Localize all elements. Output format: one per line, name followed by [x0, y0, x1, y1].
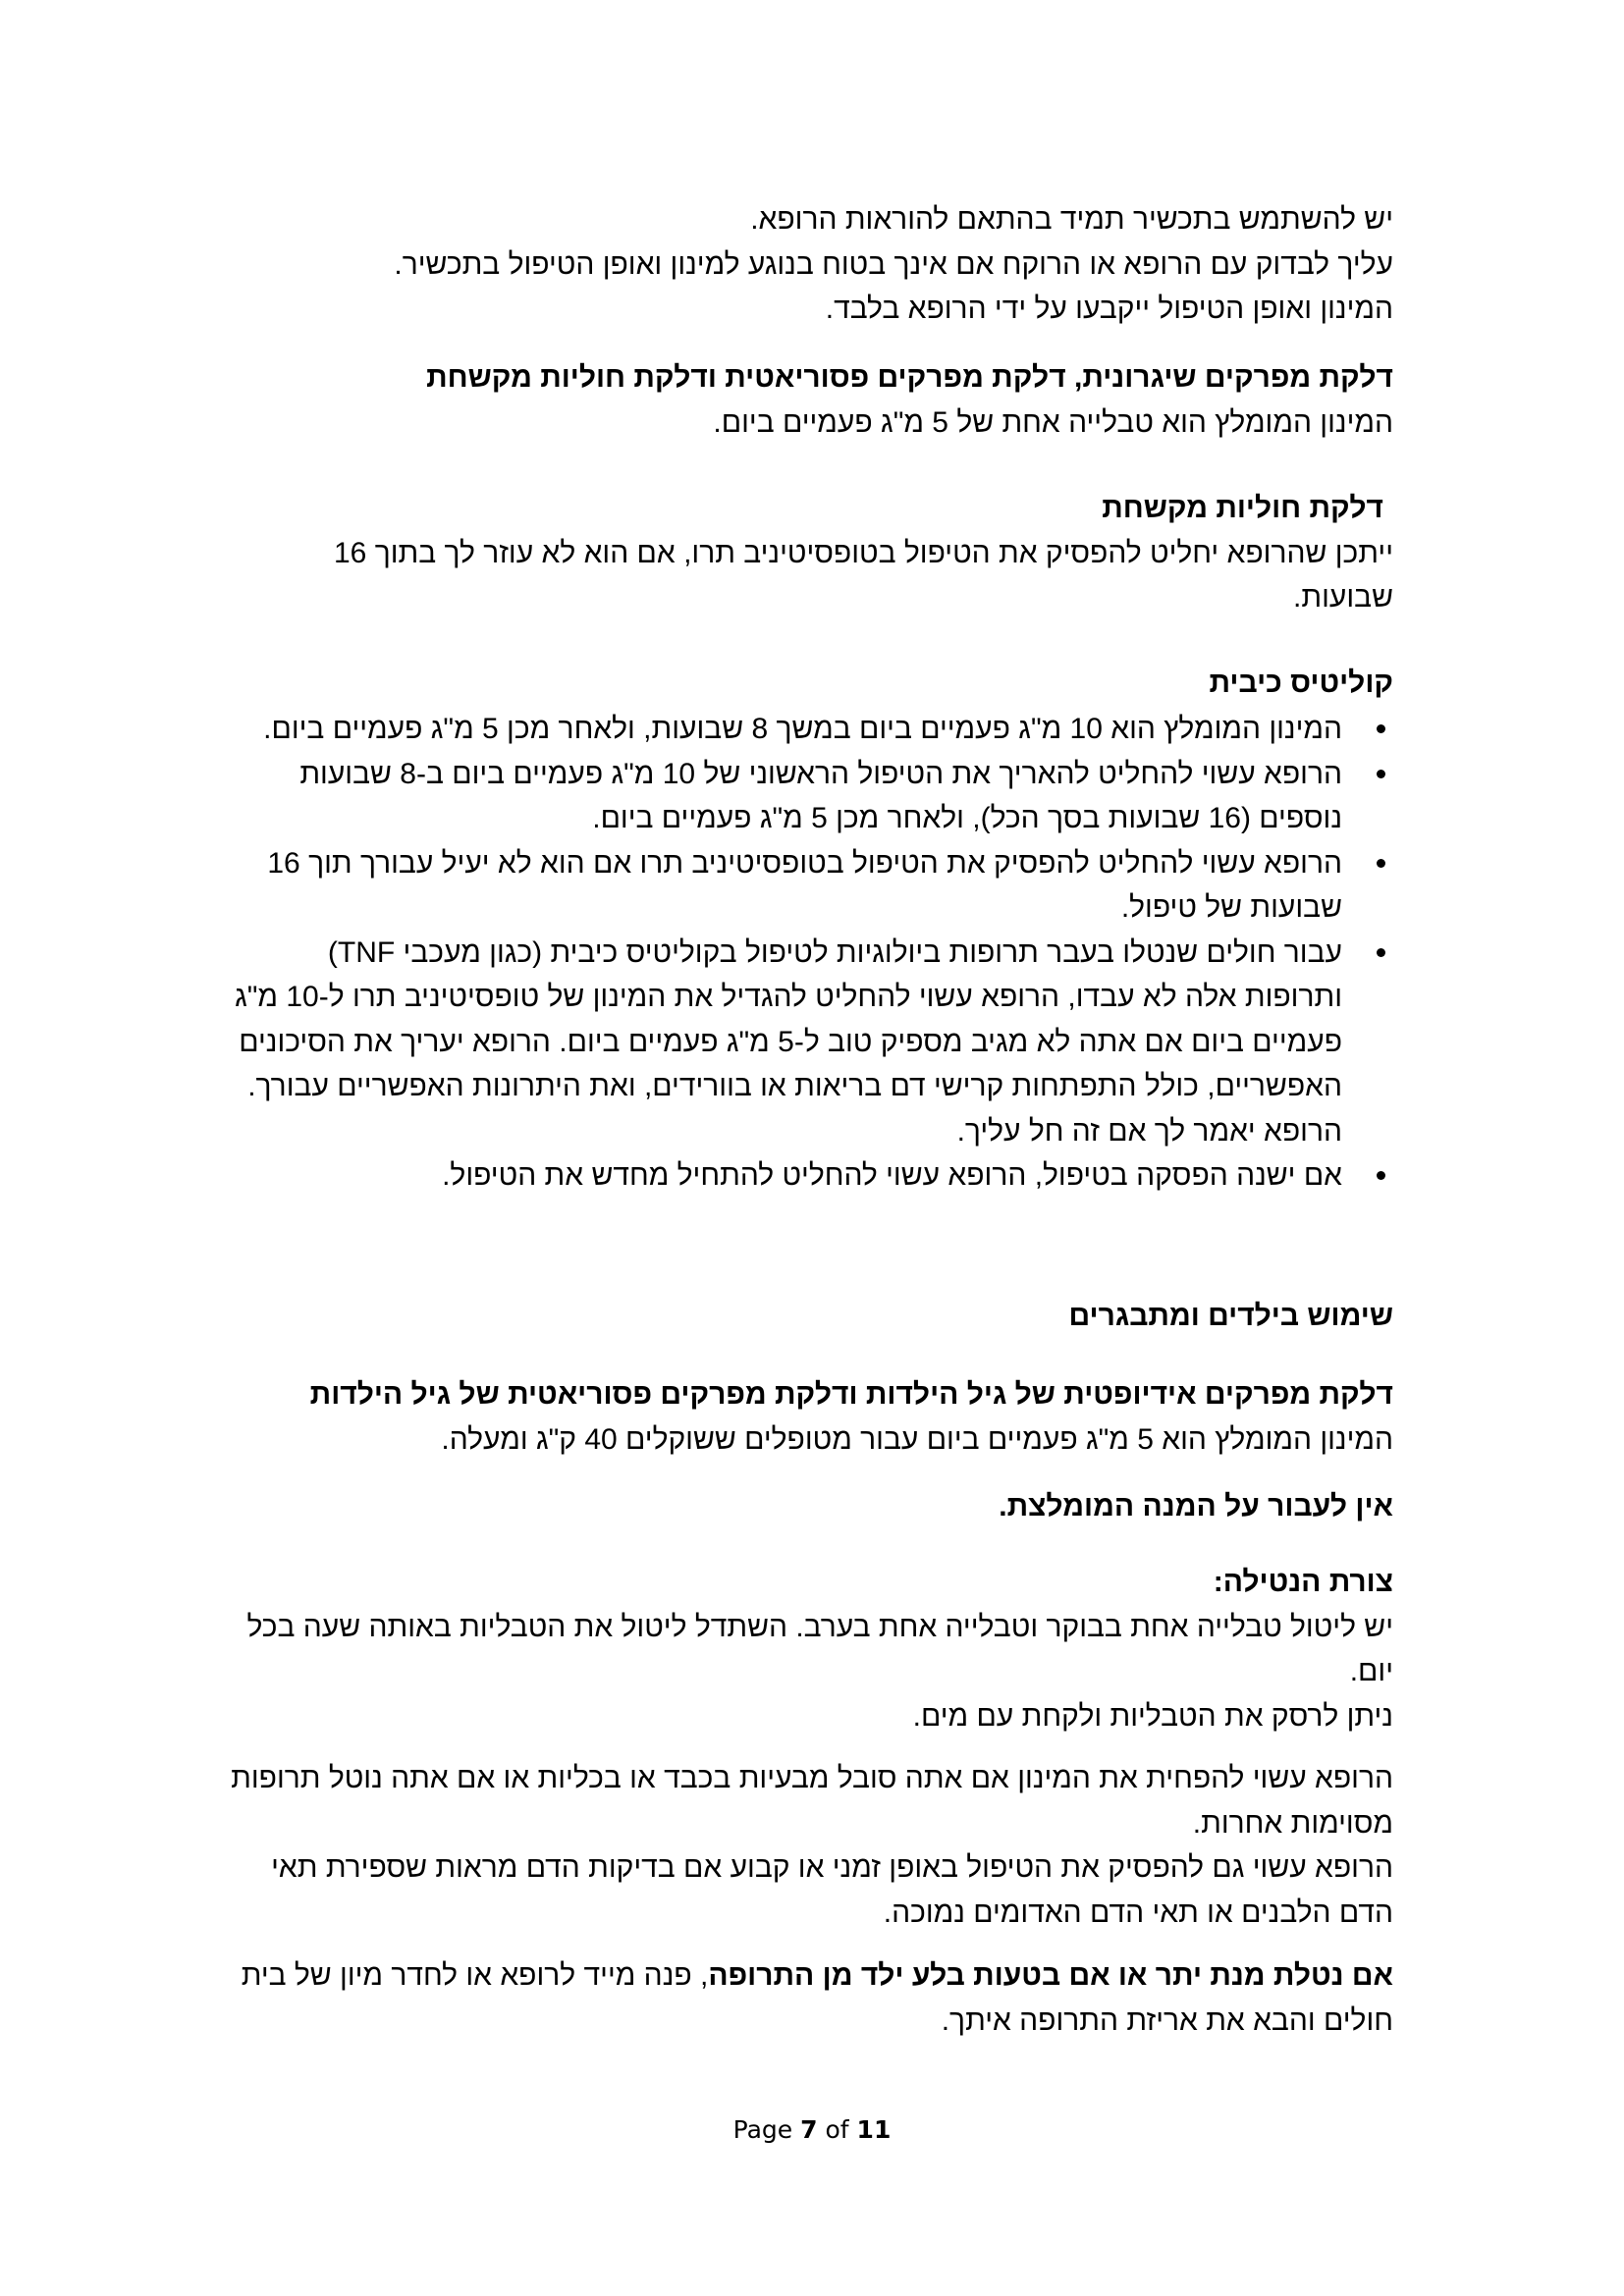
list-item-text: ותרופות אלה לא עבדו, הרופא עשוי להחליט להגדיל את המינון של טופסיטיניב תרו ל-10 מ"ג [235, 981, 1342, 1013]
footer-prefix: Page [732, 2115, 801, 2144]
total-page-count: 11 [856, 2115, 892, 2144]
list-item [191, 931, 1393, 1154]
bullet-icon [1377, 724, 1385, 733]
list-item [191, 1153, 1393, 1199]
section-heading: דלקת מפרקים שיגרונית, דלקת מפרקים פסוריאטית ודלקת חוליות מקשחת [426, 361, 1393, 394]
section-heading: צורת הנטילה: [1213, 1566, 1393, 1598]
section-text: המינון המומלץ הוא טבלייה אחת של 5 מ"ג פעמיים ביום. [713, 405, 1393, 439]
section-dose-adjustment [191, 1756, 1393, 1935]
list-item-text: נוספים (16 שבועות בסך הכל), ולאחר מכן 5 מ"ג פעמיים ביום. [592, 802, 1342, 834]
list-item-text: הרופא עשוי להחליט להפסיק את הטיפול בטופסיטיניב תרו אם הוא לא יעיל עבורך תוך 16 [267, 846, 1342, 880]
section-text-line-2: שבועות. [1293, 581, 1393, 614]
paragraph-line-3: הרופא עשוי גם להפסיק את הטיפול באופן זמני או קבוע אם בדיקות הדם מראות שספירת תאי [271, 1851, 1393, 1884]
section-ra-psa [191, 355, 1393, 445]
list-item-text: פעמיים ביום אם אתה לא מגיב מספיק טוב ל-5 מ"ג פעמיים ביום. הרופא יעריך את הסיכונים [239, 1025, 1342, 1058]
list-item-text: אם ישנה הפסקה בטיפול, הרופא עשוי להחליט להתחיל מחדש את הטיפול. [442, 1159, 1342, 1192]
paragraph-line-1: הרופא עשוי להפחית את המינון אם אתה סובל מבעיות בכבד או בכליות או אם אתה נוטל תרופות [231, 1762, 1393, 1794]
bullet-icon [1377, 859, 1385, 868]
section-text-line-2: יום. [1349, 1655, 1393, 1687]
overdose-line-2: חולים והבא את אריזת התרופה איתך. [941, 2003, 1393, 2037]
current-page-number: 7 [800, 2115, 818, 2144]
section-text-line-1: ייתכן שהרופא יחליט להפסיק את הטיפול בטופסיטיניב תרו, אם הוא לא עוזר לך בתוך 16 [334, 536, 1393, 569]
bullet-icon [1377, 770, 1385, 778]
section-heading: קוליטיס כיבית [1209, 667, 1393, 699]
bullet-icon [1377, 1171, 1385, 1180]
paragraph-line-4: הדם הלבנים או תאי הדם האדומים נמוכה. [883, 1896, 1393, 1929]
section-heading: דלקת חוליות מקשחת [1102, 492, 1383, 524]
intro-line-1: יש להשתמש בתכשיר תמיד בהתאם להוראות הרופא. [750, 203, 1393, 236]
list-item-text: המינון המומלץ הוא 10 מ"ג פעמיים ביום במשך 8 שבועות, ולאחר מכן 5 מ"ג פעמיים ביום. [263, 713, 1342, 745]
colitis-bullet-list [191, 707, 1393, 1199]
intro-paragraph [191, 197, 1393, 332]
section-text-line-1: יש ליטול טבלייה אחת בבוקר וטבלייה אחת בערב. השתדל ליטול את הטבליות באותה שעה בכל [246, 1610, 1393, 1643]
intro-line-2: עליך לבדוק עם הרופא או הרוקח אם אינך בטוח בנוגע למינון ואופן הטיפול בתכשיר. [394, 247, 1393, 281]
list-item [191, 752, 1393, 841]
section-text-line-3: ניתן לרסק את הטבליות ולקחת עם מים. [912, 1699, 1393, 1733]
paragraph-line-2: מסוימות אחרות. [1192, 1806, 1393, 1840]
section-juvenile-arthritis [191, 1372, 1393, 1462]
list-item-text: הרופא יאמר לך אם זה חל עליך. [956, 1114, 1342, 1148]
page-footer [0, 2115, 1624, 2144]
section-ulcerative-colitis [191, 661, 1393, 706]
list-item-text: שבועות של טיפול. [1120, 891, 1342, 924]
list-item-text: האפשריים, כולל התפתחות קרישי דם בריאות או בוורידים, ואת היתרונות האפשריים עבורך. [247, 1070, 1342, 1102]
bullet-icon [1377, 948, 1385, 957]
section-pediatric-use [191, 1294, 1393, 1339]
dose-warning [191, 1484, 1393, 1529]
list-item-text: עבור חולים שנטלו בעבר תרופות ביולוגיות לטיפול בקוליטיס כיבית (כגון מעכבי TNF) [327, 935, 1342, 969]
section-administration [191, 1560, 1393, 1738]
warning-text: אין לעבור על המנה המומלצת. [999, 1490, 1393, 1522]
intro-line-3: המינון ואופן הטיפול ייקבעו על ידי הרופא בלבד. [825, 293, 1393, 325]
section-ankylosing-spondylitis [191, 486, 1393, 620]
overdose-line-1 [191, 1953, 1393, 1999]
section-heading: שימוש בילדים ומתבגרים [1068, 1300, 1393, 1332]
overdose-bold-text: אם נטלת מנת יתר או אם בטעות בלע ילד מן התרופה [708, 1959, 1393, 1992]
overdose-text: , פנה מייד לרופא או לחדר מיון של בית [241, 1959, 709, 1992]
section-heading: דלקת מפרקים אידיופטית של גיל הילדות ודלקת מפרקים פסוריאטית של גיל הילדות [309, 1378, 1393, 1411]
list-item [191, 841, 1393, 931]
section-text: המינון המומלץ הוא 5 מ"ג פעמיים ביום עבור מטופלים ששוקלים 40 ק"ג ומעלה. [441, 1422, 1393, 1456]
list-item-text: הרופא עשוי להחליט להאריך את הטיפול הראשוני של 10 מ"ג פעמיים ביום ב-8 שבועות [299, 757, 1342, 790]
overdose-paragraph [191, 1953, 1393, 2043]
list-item [191, 707, 1393, 752]
footer-middle: of [817, 2115, 857, 2144]
